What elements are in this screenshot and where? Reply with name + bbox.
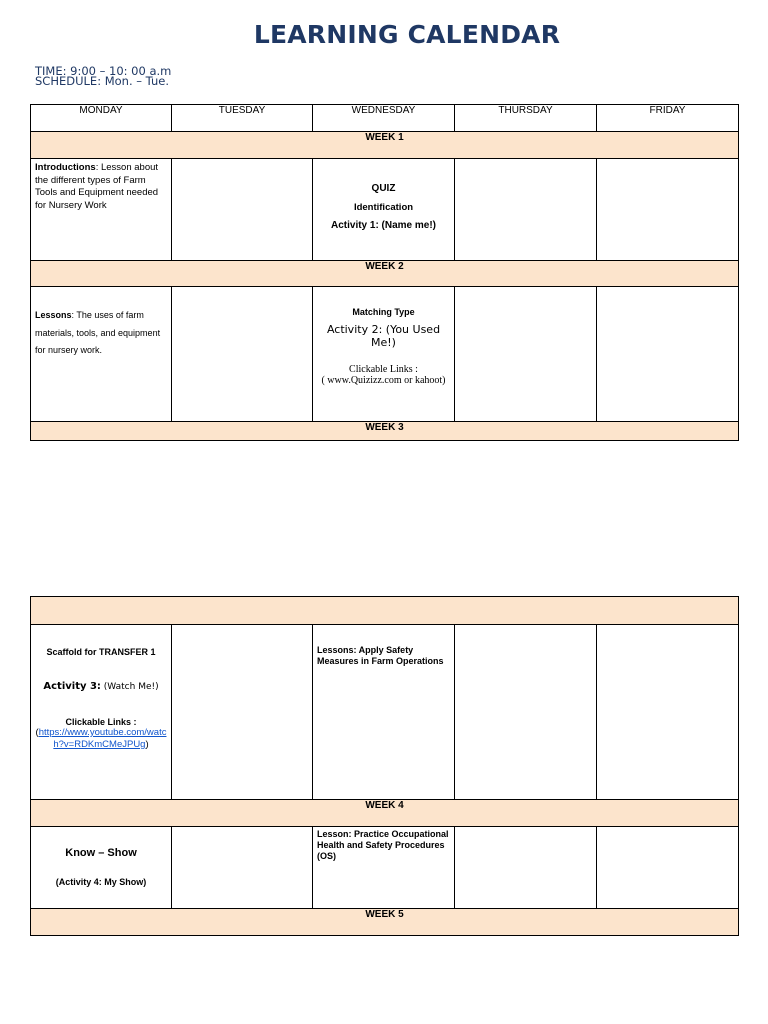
links-label: Clickable Links : (349, 364, 418, 375)
week3-friday-cell (597, 625, 739, 800)
links-label: Clickable Links : (65, 717, 137, 727)
week3-thursday-cell (455, 625, 597, 800)
lesson-text: Lessons: Apply Safety Measures in Farm Operations (317, 645, 444, 666)
quiz-label: QUIZ (371, 183, 396, 194)
week1-thursday-cell (455, 159, 597, 261)
activity-title: Know – Show (65, 847, 137, 859)
paren: ) (145, 739, 149, 750)
week1-tuesday-cell (172, 159, 313, 261)
week4-wednesday-cell (313, 827, 455, 909)
paren: ( (35, 727, 39, 738)
week-row (31, 261, 739, 287)
activity-label: Activity 1: (Name me!) (330, 220, 437, 231)
day-header-monday: MONDAY (31, 105, 172, 132)
week-label: WEEK 1 (31, 132, 739, 159)
day-header-friday: FRIDAY (597, 105, 739, 132)
week4-friday-cell (597, 827, 739, 909)
lesson-heading: Introductions (35, 162, 96, 173)
scaffold-label: Scaffold for TRANSFER 1 (46, 647, 156, 657)
week3-monday-cell (31, 625, 172, 800)
time-text: TIME: 9:00 – 10: 00 a.m (35, 64, 172, 78)
activity-label: (Activity 4: My Show) (55, 877, 147, 887)
week2-friday-cell (597, 287, 739, 422)
schedule-text: SCHEDULE: Mon. – Tue. (35, 74, 169, 88)
week-label: WEEK 2 (31, 261, 739, 287)
page-title: LEARNING CALENDAR (253, 20, 561, 49)
day-header-wednesday: WEDNESDAY (313, 105, 455, 132)
quiz-type: Identification (353, 202, 414, 213)
week-row (31, 132, 739, 159)
week1-wednesday-cell (313, 159, 455, 261)
links-text: ( www.Quizizz.com or kahoot) (321, 375, 446, 386)
youtube-link[interactable]: https://www.youtube.com/watch?v=RDKmCMeJPUg (38, 727, 167, 750)
day-header-tuesday: TUESDAY (172, 105, 313, 132)
activity-label: Activity 3: (43, 681, 101, 692)
lesson-text: : Lesson about the different types of Farm Tools and Equipment needed for Nursery Work (35, 162, 159, 211)
lesson-text: Lesson: Practice Occupational Health and Safety Procedures (OS) (317, 829, 449, 861)
week-row (31, 422, 739, 441)
day-header-row (31, 105, 739, 132)
week1-friday-cell (597, 159, 739, 261)
week-label: WEEK 4 (31, 800, 739, 827)
week2-row (31, 287, 739, 422)
week2-monday-cell (31, 287, 172, 422)
week1-monday-cell (31, 159, 172, 261)
week3-tuesday-cell (172, 625, 313, 800)
activity-title: (Watch Me!) (100, 682, 159, 692)
lesson-text: : The uses of farm materials, tools, and equipment for nursery work. (35, 310, 161, 355)
week4-tuesday-cell (172, 827, 313, 909)
week-label: WEEK 5 (31, 909, 739, 936)
week2-tuesday-cell (172, 287, 313, 422)
lesson-heading: Lessons (35, 310, 72, 320)
week4-thursday-cell (455, 827, 597, 909)
week4-monday-cell (31, 827, 172, 909)
calendar-table-1 (30, 104, 739, 441)
week-row (31, 909, 739, 936)
day-header-thursday: THURSDAY (455, 105, 597, 132)
week2-thursday-cell (455, 287, 597, 422)
week3-row (31, 625, 739, 800)
calendar-table-2 (30, 596, 739, 936)
week-row (31, 597, 739, 625)
week-row (31, 800, 739, 827)
week2-wednesday-cell (313, 287, 455, 422)
activity-label: Activity 2: (You Used Me!) (326, 323, 441, 349)
week4-row (31, 827, 739, 909)
week-band (31, 597, 739, 625)
quiz-type: Matching Type (352, 307, 415, 317)
week3-wednesday-cell (313, 625, 455, 800)
week-label: WEEK 3 (31, 422, 739, 441)
week1-row (31, 159, 739, 261)
